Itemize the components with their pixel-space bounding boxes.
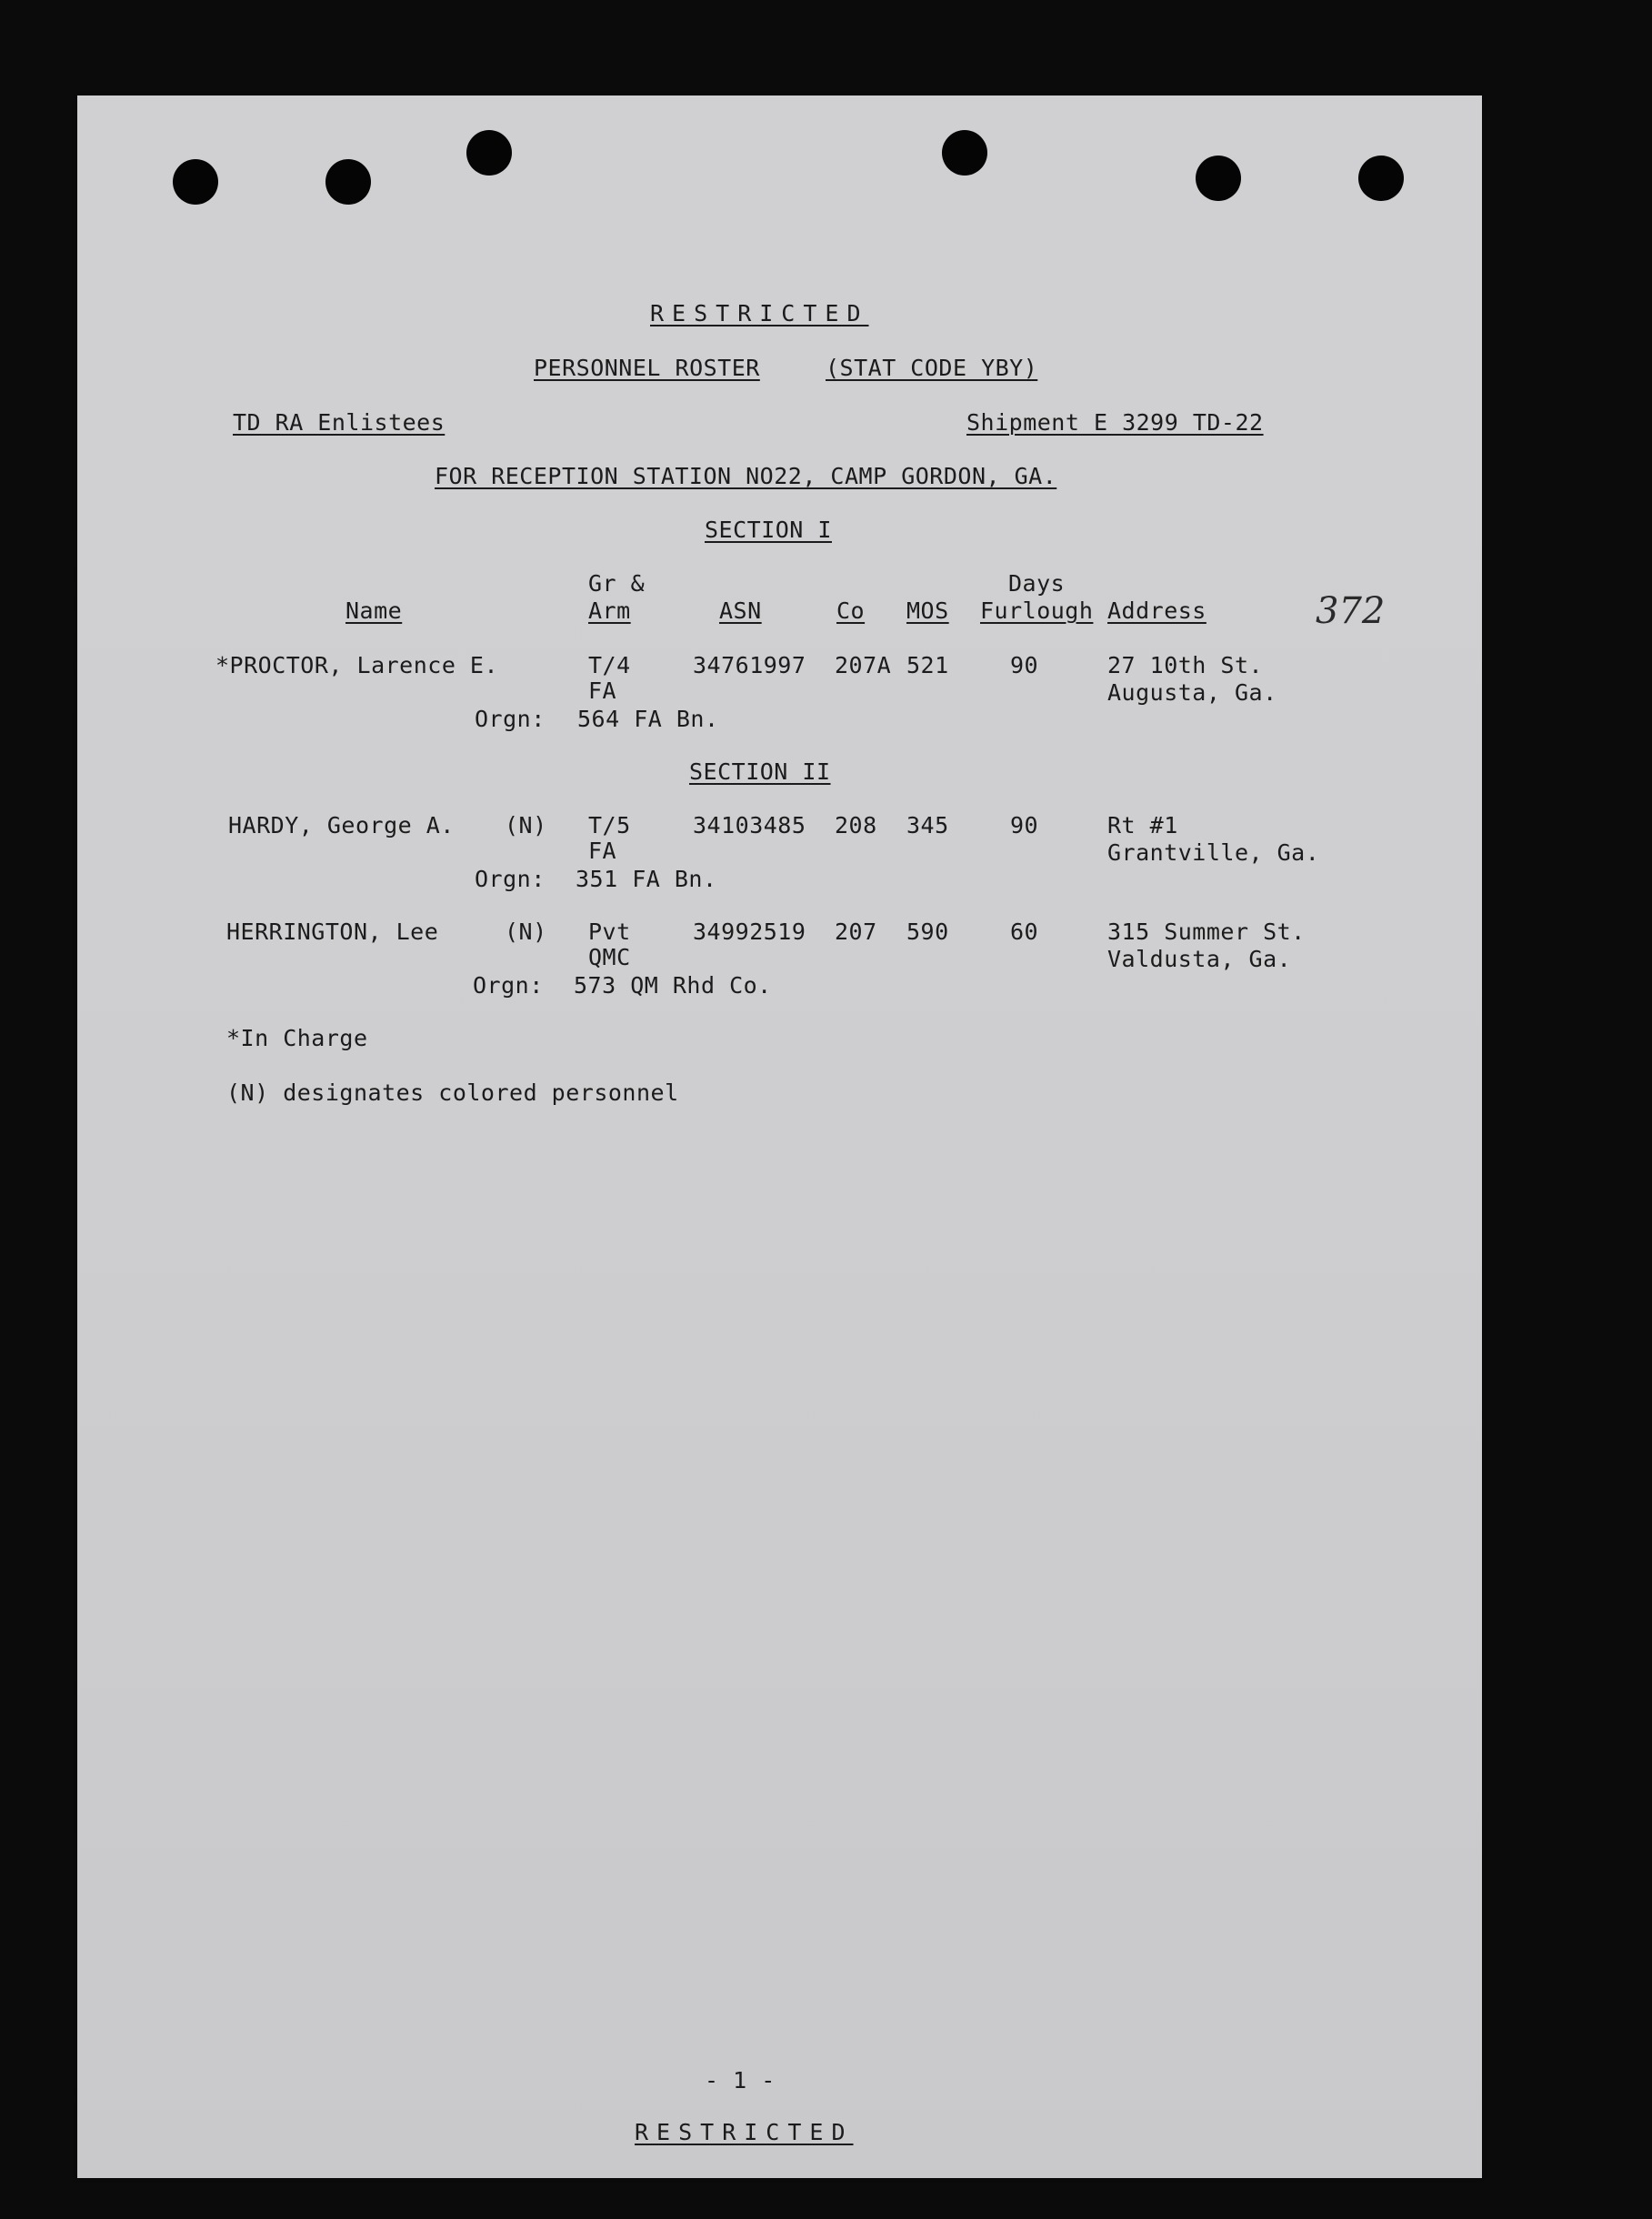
punch-hole-icon [466, 130, 512, 176]
shipment-label: Shipment E 3299 TD-22 [966, 409, 1264, 436]
entry-arm: FA [588, 838, 617, 864]
entry-address-line2: Grantville, Ga. [1107, 839, 1320, 866]
entry-grade: T/4 [588, 652, 631, 678]
entry-address-line2: Augusta, Ga. [1107, 679, 1277, 706]
entry-co: 207 [835, 919, 877, 945]
section-1-title: SECTION I [705, 517, 832, 543]
entry-orgn-label: Orgn: [475, 866, 546, 892]
col-asn: ASN [719, 597, 762, 624]
entry-days: 90 [1010, 652, 1039, 678]
entry-orgn: 351 FA Bn. [576, 866, 717, 892]
entry-race: (N) [505, 919, 547, 945]
entry-asn: 34761997 [693, 652, 806, 678]
section-2-title: SECTION II [689, 758, 831, 785]
entry-grade: Pvt [588, 919, 631, 945]
entry-orgn-label: Orgn: [473, 972, 544, 999]
entry-co: 207A [835, 652, 892, 678]
designation-note: (N) designates colored personnel [226, 1079, 679, 1106]
entry-days: 90 [1010, 812, 1039, 838]
in-charge-note: *In Charge [226, 1025, 368, 1051]
col-mos: MOS [906, 597, 949, 624]
entry-name: HERRINGTON, Lee [226, 919, 439, 945]
entry-days: 60 [1010, 919, 1039, 945]
entry-address-line1: 315 Summer St. [1107, 919, 1306, 945]
document-page [77, 95, 1482, 2178]
page-number-stamp: 372 [1316, 590, 1386, 632]
entry-mos: 345 [906, 812, 949, 838]
col-co: Co [836, 597, 866, 624]
entry-orgn: 573 QM Rhd Co. [574, 972, 772, 999]
enlistees-label: TD RA Enlistees [233, 409, 446, 436]
col-name: Name [345, 597, 403, 624]
entry-mos: 521 [906, 652, 949, 678]
col-address: Address [1107, 597, 1206, 624]
entry-orgn: 564 FA Bn. [577, 706, 719, 732]
entry-address-line1: 27 10th St. [1107, 652, 1264, 678]
classification-footer: RESTRICTED [635, 2119, 854, 2145]
entry-race: (N) [505, 812, 547, 838]
col-gr-arm-top: Gr & [588, 570, 646, 597]
entry-name: HARDY, George A. [228, 812, 455, 838]
page-number: - 1 - [705, 2067, 776, 2093]
entry-asn: 34992519 [693, 919, 806, 945]
entry-address-line1: Rt #1 [1107, 812, 1178, 838]
stat-code: (STAT CODE YBY) [826, 355, 1038, 381]
entry-asn: 34103485 [693, 812, 806, 838]
entry-mos: 590 [906, 919, 949, 945]
entry-address-line2: Valdusta, Ga. [1107, 946, 1292, 972]
roster-title: PERSONNEL ROSTER [534, 355, 760, 381]
col-gr-arm-bottom: Arm [588, 597, 631, 624]
entry-arm: FA [588, 678, 617, 704]
col-days-top: Days [1008, 570, 1066, 597]
punch-hole-icon [1196, 156, 1241, 201]
punch-hole-icon [173, 159, 218, 205]
col-days-bottom: Furlough [980, 597, 1094, 624]
punch-hole-icon [325, 159, 371, 205]
punch-hole-icon [942, 130, 987, 176]
classification-header: RESTRICTED [650, 300, 869, 326]
entry-grade: T/5 [588, 812, 631, 838]
entry-arm: QMC [588, 944, 631, 970]
entry-name: *PROCTOR, Larence E. [215, 652, 499, 678]
entry-orgn-label: Orgn: [475, 706, 546, 732]
punch-hole-icon [1358, 156, 1404, 201]
entry-co: 208 [835, 812, 877, 838]
reception-station: FOR RECEPTION STATION NO22, CAMP GORDON, GA. [435, 463, 1057, 489]
